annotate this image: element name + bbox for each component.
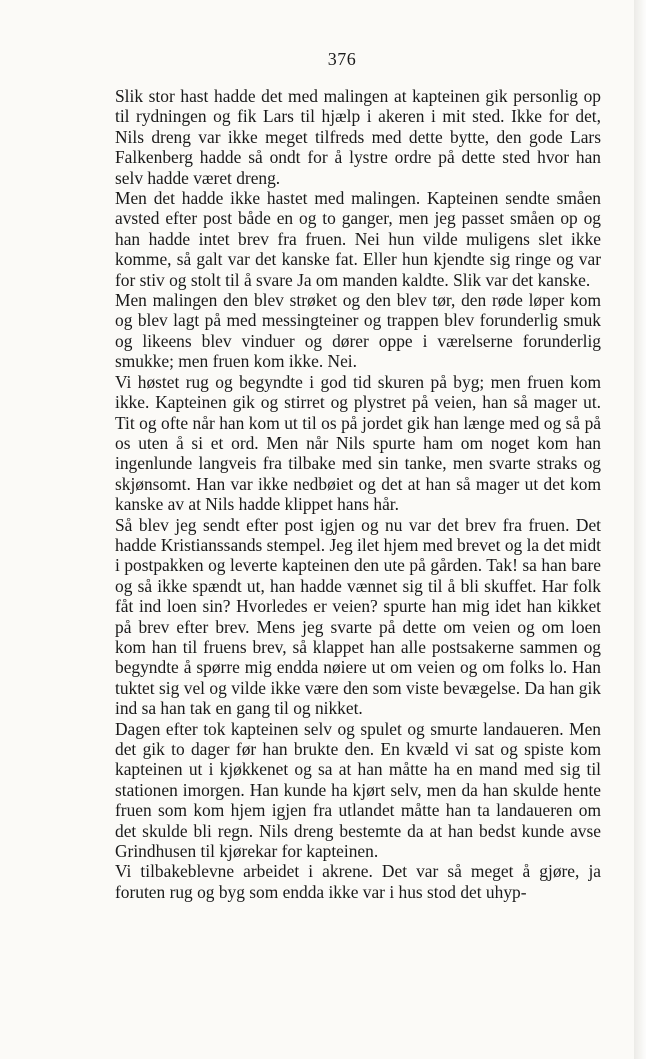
body-text: [115, 86, 601, 902]
page-number: 376: [327, 49, 357, 69]
paragraph-6: Dagen efter tok kapteinen selv og spulet og smurte landaueren. Men det gik to dager før han brukte den. En kvæld vi sat og spiste kom kapteinen ut i kjøkkenet og sa at han måtte ha en mand med sig til stationen imorgen. Han kunde ha kjørt selv, men da han skulde hente fruen som kom hjem igjen fra utlandet måtte han ta landaueren om det skulde bli regn. Nils dreng bestemte da at han bedst kunde avse Grindhusen til kjørekar for kapteinen.: [115, 718, 601, 862]
paragraph-5: Så blev jeg sendt efter post igjen og nu var det brev fra fruen. Det hadde Kristianssands stempel. Jeg ilet hjem med brevet og la det midt i postpakken og leverte kapteinen den ute på gården. Tak! sa han bare og så ikke spændt ut, han hadde vænnet sig til å bli skuffet. Har folk fåt ind loen sin? Hvorledes er veien? spurte han mig idet han kikket på brev efter brev. Mens jeg svarte på dette om veien og om loen kom han til fruens brev, så klappet han alle postsakerne sammen og begyndte å spørre mig endda nøiere ut om veien og om folks lo. Han tuktet sig vel og vilde ikke være den som viste bevægelse. Da han gik ind sa han tak en gang til og nikket.: [115, 514, 601, 719]
paragraph-2: Men det hadde ikke hastet med malingen. Kapteinen sendte småen avsted efter post både en og to ganger, men jeg passet småen op og han hadde intet brev fra fruen. Nei hun vilde muligens slet ikke komme, så galt var det kanske fat. Eller hun kjendte sig ringe og var for stiv og stolt til å svare Ja om manden kaldte. Slik var det kanske.: [115, 188, 601, 290]
paragraph-3: Men malingen den blev strøket og den blev tør, den røde løper kom og blev lagt på med messingteiner og trappen blev forunderlig smuk og likeens blev vinduer og dører oppe i værelserne forunderlig smukke; men fruen kom ikke. Nei.: [115, 290, 601, 372]
paragraph-1: Slik stor hast hadde det med malingen at kapteinen gik personlig op til rydningen og fik Lars til hjælp i akeren i mit sted. Ikke for det, Nils dreng var ikke meget tilfreds med dette bytte, den gode Lars Falkenberg hadde så ondt for å lystre ordre på dette sted hvor han selv hadde været dreng.: [115, 86, 601, 188]
paragraph-7: Vi tilbakeblevne arbeidet i akrene. Det var så meget å gjøre, ja foruten rug og byg som endda ikke var i hus stod det uhyp-: [115, 861, 601, 902]
paragraph-4: Vi høstet rug og begyndte i god tid skuren på byg; men fruen kom ikke. Kapteinen gik og stirret og plystret på veien, han så mager ut. Tit og ofte når han kom ut til os på jordet gik han længe med og så på os uten å si et ord. Men når Nils spurte ham om noget kom han ingenlunde langveis fra tilbake med sin tanke, men svarte straks og skjønsomt. Han var ikke nedbøiet og det at han så mager ut det kom kanske av at Nils hadde klippet hans hår.: [115, 371, 601, 515]
page-edge: [634, 0, 646, 1059]
